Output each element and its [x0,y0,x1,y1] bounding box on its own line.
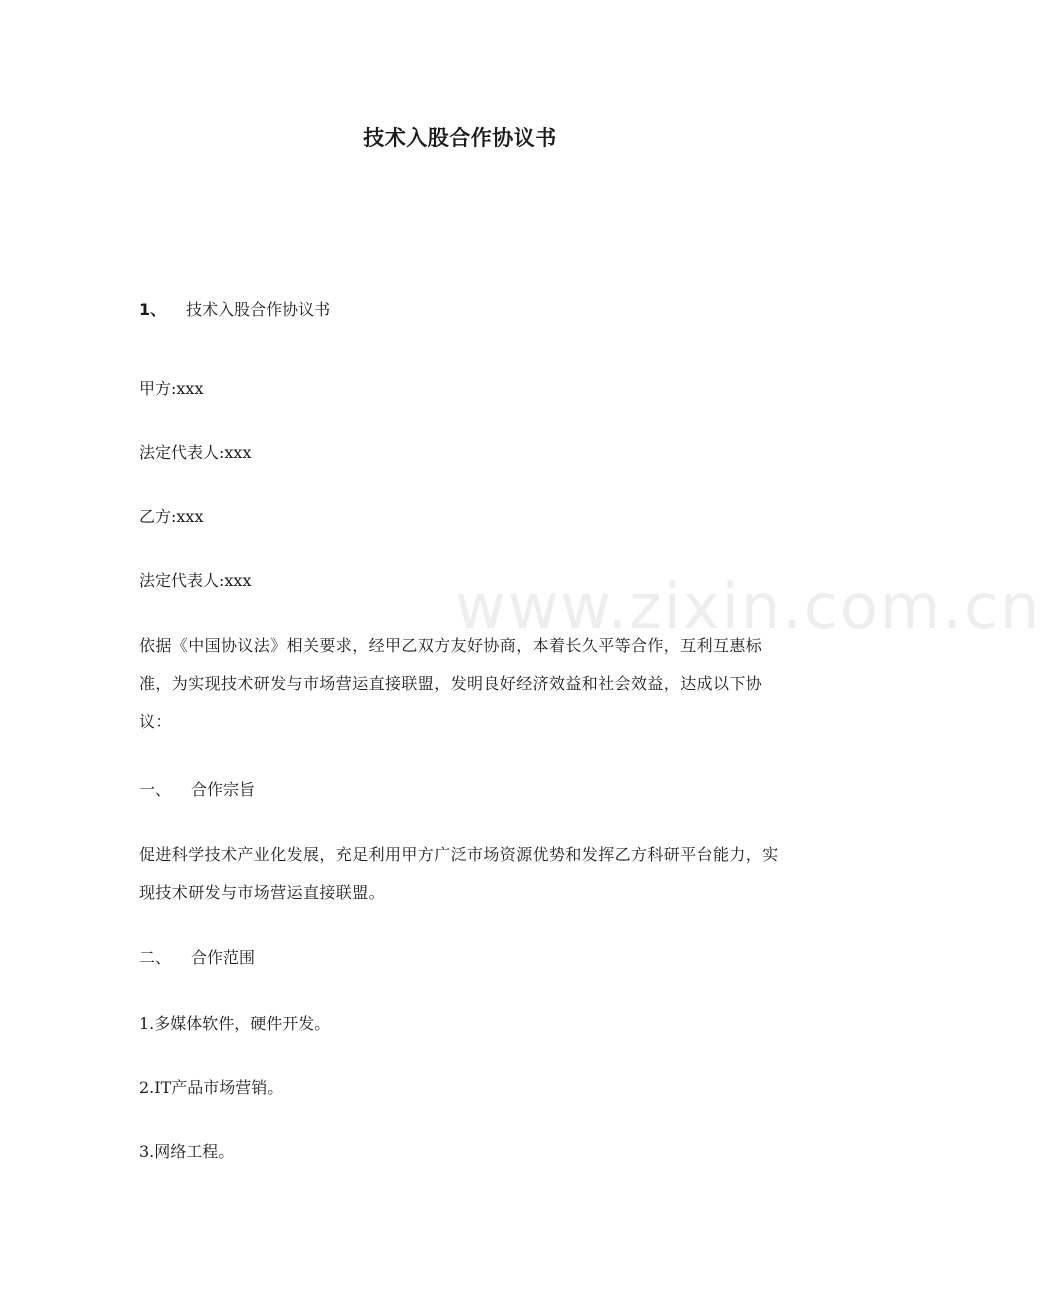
watermark: www.zixin.com.cn [455,570,1041,643]
scope-item: 2.IT产品市场营销。 [139,1078,284,1097]
party-b: 乙方:xxx [139,507,204,526]
clause-heading-1 [139,775,255,805]
scope-item: 1.多媒体软件，硬件开发。 [139,1014,331,1033]
section-heading-1 [139,295,330,325]
clause-number: 二、 [139,948,172,967]
clause-1-body: 促进科学技术产业化发展，充足利用甲方广泛市场资源优势和发挥乙方科研平台能力，实现技术研发与市场营运直接联盟。 [139,845,779,902]
preamble-paragraph: 依据《中国协议法》相关要求，经甲乙双方友好协商，本着长久平等合作，互利互惠标准，为实现技术研发与市场营运直接联盟，发明良好经济效益和社会效益，达成以下协议： [139,636,763,731]
party-b-representative: 法定代表人:xxx [139,571,252,590]
document-title: 技术入股合作协议书 [363,126,557,150]
section-heading-text: 技术入股合作协议书 [186,300,331,319]
clause-heading-text: 合作宗旨 [191,780,256,799]
clause-heading-2 [139,943,255,973]
party-a: 甲方:xxx [139,379,204,398]
section-number: 1、 [139,300,167,319]
clause-heading-text: 合作范围 [191,948,256,967]
clause-number: 一、 [139,780,172,799]
scope-item: 3.网络工程。 [139,1142,235,1161]
party-a-representative: 法定代表人:xxx [139,443,252,462]
